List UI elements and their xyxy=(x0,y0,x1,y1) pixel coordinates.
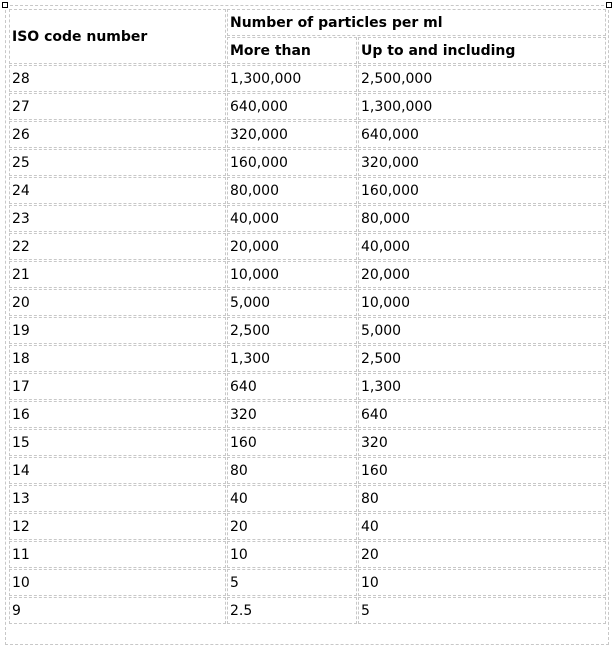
cell-iso-code[interactable]: 27 xyxy=(9,93,226,120)
cell-more-than[interactable]: 80 xyxy=(227,457,357,484)
cell-more-than[interactable]: 640 xyxy=(227,373,357,400)
cell-iso-code[interactable]: 12 xyxy=(9,513,226,540)
cell-more-than[interactable]: 1,300,000 xyxy=(227,65,357,92)
cell-iso-code[interactable]: 9 xyxy=(9,597,226,624)
table-row xyxy=(9,289,606,316)
cell-up-to[interactable]: 1,300 xyxy=(358,373,606,400)
cell-up-to[interactable]: 1,300,000 xyxy=(358,93,606,120)
table-row xyxy=(9,541,606,568)
cell-up-to[interactable]: 320 xyxy=(358,429,606,456)
table-row xyxy=(9,429,606,456)
table-row xyxy=(9,93,606,120)
header-more-than[interactable]: More than xyxy=(227,37,357,64)
cell-iso-code[interactable]: 26 xyxy=(9,121,226,148)
table-row xyxy=(9,177,606,204)
header-iso-code-number[interactable]: ISO code number xyxy=(9,9,226,64)
cell-up-to[interactable]: 160 xyxy=(358,457,606,484)
cell-iso-code[interactable]: 22 xyxy=(9,233,226,260)
cell-up-to[interactable]: 80 xyxy=(358,485,606,512)
cell-more-than[interactable]: 5,000 xyxy=(227,289,357,316)
cell-iso-code[interactable]: 11 xyxy=(9,541,226,568)
table-row xyxy=(9,233,606,260)
cell-iso-code[interactable]: 18 xyxy=(9,345,226,372)
cell-up-to[interactable]: 20,000 xyxy=(358,261,606,288)
cell-more-than[interactable]: 20,000 xyxy=(227,233,357,260)
cell-more-than[interactable]: 320 xyxy=(227,401,357,428)
cell-up-to[interactable]: 10,000 xyxy=(358,289,606,316)
table-row xyxy=(9,65,606,92)
header-up-to-and-including[interactable]: Up to and including xyxy=(358,37,606,64)
cell-iso-code[interactable]: 13 xyxy=(9,485,226,512)
table-row xyxy=(9,121,606,148)
cell-up-to[interactable]: 5 xyxy=(358,597,606,624)
table-row xyxy=(9,261,606,288)
cell-more-than[interactable]: 640,000 xyxy=(227,93,357,120)
cell-iso-code[interactable]: 25 xyxy=(9,149,226,176)
cell-up-to[interactable]: 40,000 xyxy=(358,233,606,260)
cell-up-to[interactable]: 320,000 xyxy=(358,149,606,176)
table-row xyxy=(9,513,606,540)
header-particles-per-ml[interactable]: Number of particles per ml xyxy=(227,9,606,36)
cell-iso-code[interactable]: 24 xyxy=(9,177,226,204)
cell-iso-code[interactable]: 15 xyxy=(9,429,226,456)
cell-iso-code[interactable]: 10 xyxy=(9,569,226,596)
table-row xyxy=(9,373,606,400)
cell-up-to[interactable]: 640,000 xyxy=(358,121,606,148)
cell-more-than[interactable]: 160,000 xyxy=(227,149,357,176)
header-row-group xyxy=(9,9,606,36)
cell-iso-code[interactable]: 20 xyxy=(9,289,226,316)
cell-iso-code[interactable]: 17 xyxy=(9,373,226,400)
table-row xyxy=(9,149,606,176)
cell-up-to[interactable]: 80,000 xyxy=(358,205,606,232)
cell-iso-code[interactable]: 19 xyxy=(9,317,226,344)
table-row xyxy=(9,345,606,372)
table-row xyxy=(9,569,606,596)
cell-up-to[interactable]: 20 xyxy=(358,541,606,568)
cell-more-than[interactable]: 10,000 xyxy=(227,261,357,288)
cell-up-to[interactable]: 2,500 xyxy=(358,345,606,372)
cell-iso-code[interactable]: 28 xyxy=(9,65,226,92)
cell-more-than[interactable]: 40,000 xyxy=(227,205,357,232)
cell-more-than[interactable]: 5 xyxy=(227,569,357,596)
cell-more-than[interactable]: 80,000 xyxy=(227,177,357,204)
cell-up-to[interactable]: 640 xyxy=(358,401,606,428)
table-row xyxy=(9,205,606,232)
table-row xyxy=(9,401,606,428)
cell-iso-code[interactable]: 21 xyxy=(9,261,226,288)
cell-up-to[interactable]: 10 xyxy=(358,569,606,596)
table-row xyxy=(9,317,606,344)
cell-more-than[interactable]: 40 xyxy=(227,485,357,512)
cell-iso-code[interactable]: 16 xyxy=(9,401,226,428)
cell-iso-code[interactable]: 14 xyxy=(9,457,226,484)
cell-up-to[interactable]: 160,000 xyxy=(358,177,606,204)
cell-more-than[interactable]: 320,000 xyxy=(227,121,357,148)
table-body xyxy=(9,65,606,624)
table-row xyxy=(9,597,606,624)
cell-more-than[interactable]: 1,300 xyxy=(227,345,357,372)
cell-more-than[interactable]: 2,500 xyxy=(227,317,357,344)
cell-more-than[interactable]: 20 xyxy=(227,513,357,540)
cell-more-than[interactable]: 160 xyxy=(227,429,357,456)
cell-iso-code[interactable]: 23 xyxy=(9,205,226,232)
cell-up-to[interactable]: 40 xyxy=(358,513,606,540)
table-row xyxy=(9,485,606,512)
cell-up-to[interactable]: 2,500,000 xyxy=(358,65,606,92)
iso-particle-code-table[interactable] xyxy=(8,8,607,625)
table-row xyxy=(9,457,606,484)
cell-up-to[interactable]: 5,000 xyxy=(358,317,606,344)
cell-more-than[interactable]: 10 xyxy=(227,541,357,568)
cell-more-than[interactable]: 2.5 xyxy=(227,597,357,624)
